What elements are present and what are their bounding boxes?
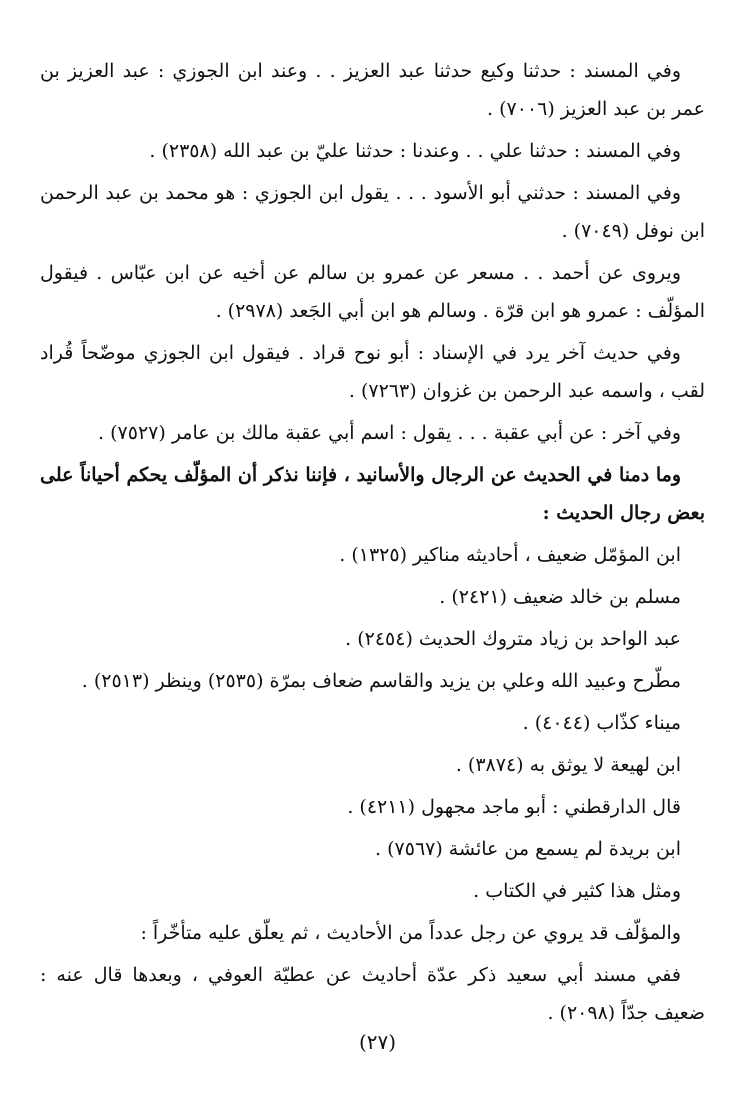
paragraph-2: وفي المسند : حدثنا علي . . وعندنا : حدثنا عليّ بن عبد الله (٢٣٥٨) . xyxy=(149,140,681,162)
page-body xyxy=(40,52,705,1036)
list-item-narrator-7: قال الدارقطني : أبو ماجد مجهول (٤٢١١) . xyxy=(347,796,681,818)
list-item-narrator-8: ابن بريدة لم يسمع من عائشة (٧٥٦٧) . xyxy=(375,838,681,860)
paragraph-many-in-book: ومثل هذا كثير في الكتاب . xyxy=(473,880,681,902)
paragraph-musnad-abi-said: ففي مسند أبي سعيد ذكر عدّة أحاديث عن عطيّة العوفي ، وبعدها قال عنه : ضعيف جدّاً (٢٠٩٨) . xyxy=(40,964,705,1024)
list-item-narrator-1: ابن المؤمّل ضعيف ، أحاديثه مناكير (١٣٢٥) . xyxy=(339,544,681,566)
paragraph-author-narrates: والمؤلّف قد يروي عن رجل عدداً من الأحاديث ، ثم يعلّق عليه متأخّراً : xyxy=(140,922,681,944)
list-item-narrator-5: ميناء كذّاب (٤٠٤٤) . xyxy=(522,712,681,734)
list-item-narrator-6: ابن لهيعة لا يوثق به (٣٨٧٤) . xyxy=(455,754,681,776)
list-item-narrator-2: مسلم بن خالد ضعيف (٢٤٢١) . xyxy=(439,586,681,608)
list-item-narrator-4: مطّرح وعبيد الله وعلي بن يزيد والقاسم ضعاف بمرّة (٢٥٣٥) وينظر (٢٥١٣) . xyxy=(81,670,681,692)
paragraph-7-bold: وما دمنا في الحديث عن الرجال والأسانيد ، فإننا نذكر أن المؤلّف يحكم أحياناً على بعض رجال الحديث : xyxy=(40,464,705,524)
page-number: (٢٧) xyxy=(358,1030,397,1054)
paragraph-4: ويروى عن أحمد . . مسعر عن عمرو بن سالم عن أخيه عن ابن عبّاس . فيقول المؤلّف : عمرو هو ابن قرّة . وسالم هو ابن أبي الجَعد (٢٩٧٨) . xyxy=(40,262,705,322)
paragraph-1: وفي المسند : حدثنا وكيع حدثنا عبد العزيز . . وعند ابن الجوزي : عبد العزيز بن عمر بن عبد العزيز (٧٠٠٦) . xyxy=(40,60,705,120)
paragraph-3: وفي المسند : حدثني أبو الأسود . . . يقول ابن الجوزي : هو محمد بن عبد الرحمن ابن نوفل (٧٠٤٩) . xyxy=(40,182,705,242)
list-item-narrator-3: عبد الواحد بن زياد متروك الحديث (٢٤٥٤) . xyxy=(345,628,681,650)
paragraph-6: وفي آخر : عن أبي عقبة . . . يقول : اسم أبي عقبة مالك بن عامر (٧٥٢٧) . xyxy=(98,422,681,444)
paragraph-5: وفي حديث آخر يرد في الإسناد : أبو نوح قراد . فيقول ابن الجوزي موضّحاً قُراد لقب ، واسمه عبد الرحمن بن غزوان (٧٢٦٣) . xyxy=(40,342,705,402)
